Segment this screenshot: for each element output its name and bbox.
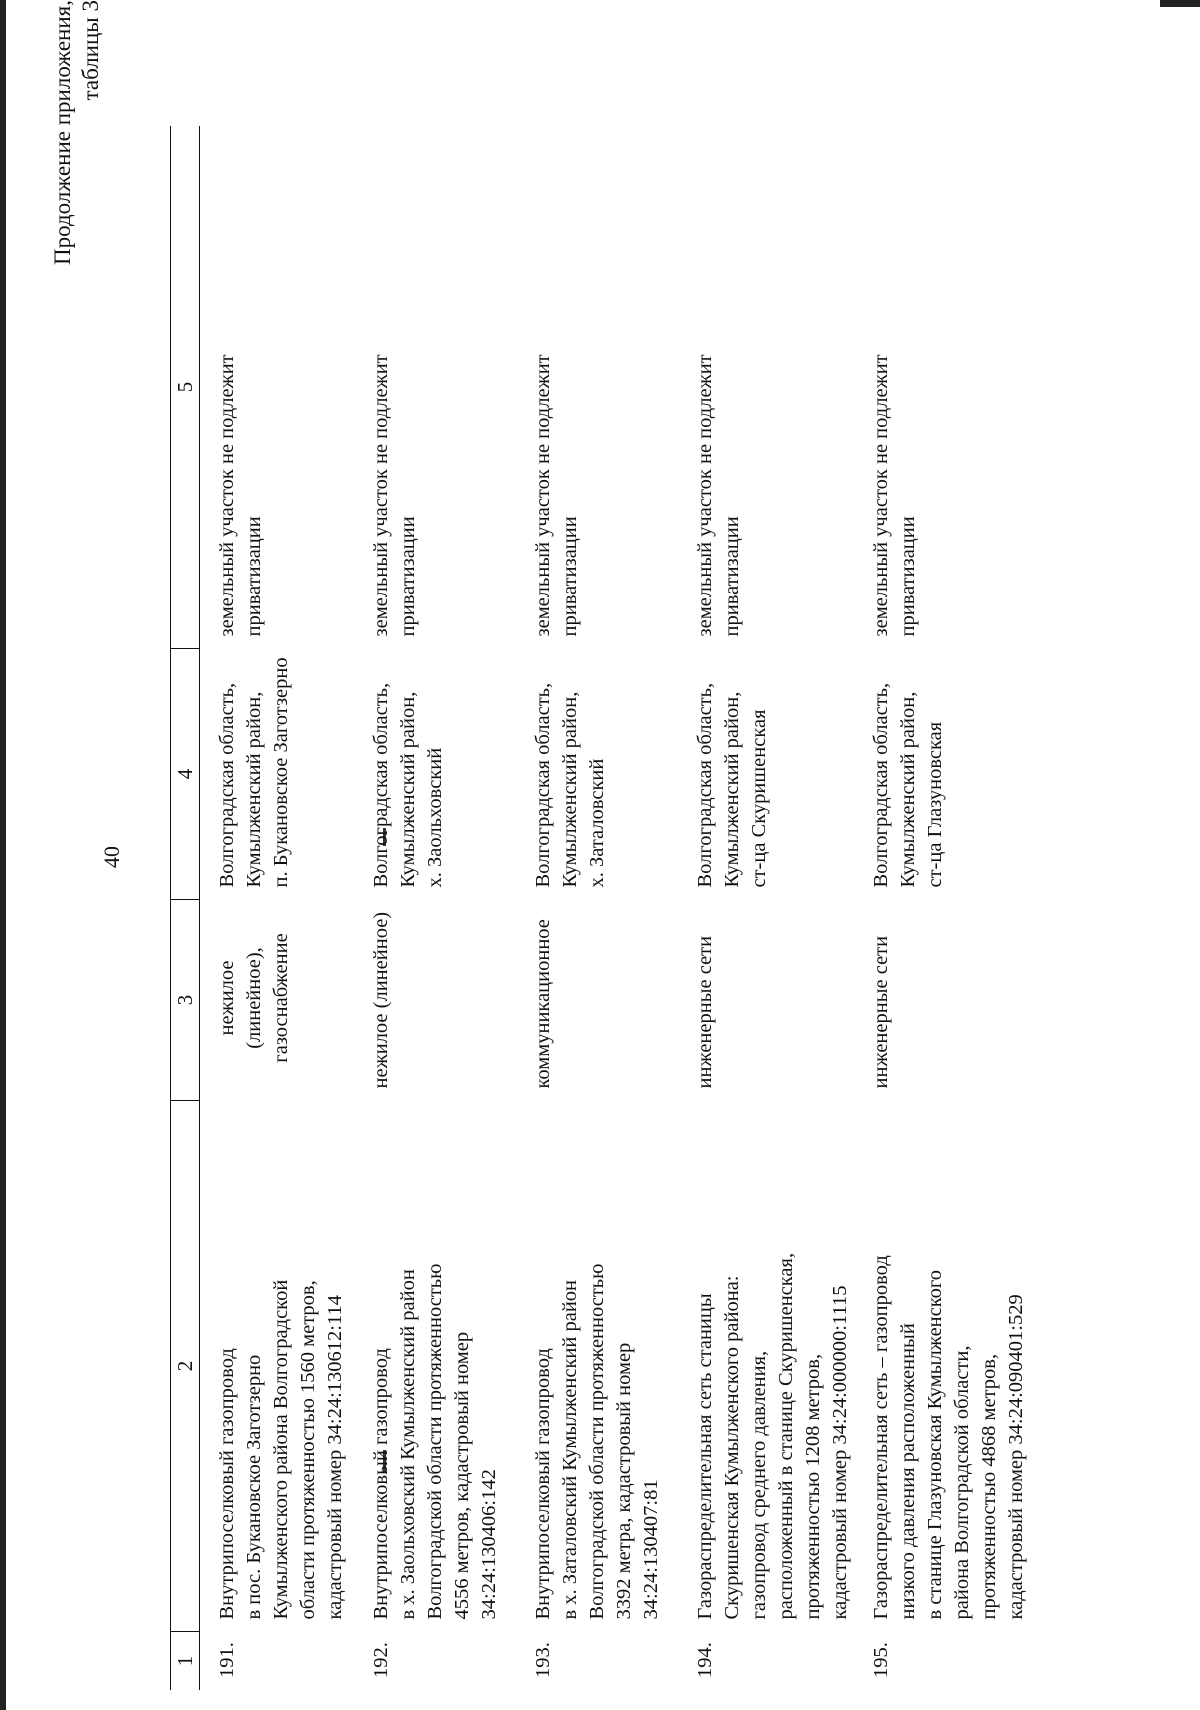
row-number-cell: 192.	[370, 1642, 392, 1678]
cell-line: приватизации	[897, 516, 919, 637]
column-header-5: 5	[171, 126, 200, 649]
cell-line: Кумылженский район,	[897, 691, 919, 888]
cell-line: коммуникационное	[532, 919, 554, 1089]
note-cell	[200, 126, 355, 649]
cell-line: Волгоградская область,	[694, 682, 716, 888]
note-cell	[678, 126, 854, 649]
cell-line: 34:24:130407:81	[640, 1479, 662, 1620]
cell-line: Волгоградская область,	[216, 682, 238, 888]
address-cell	[854, 649, 1030, 900]
table-row	[854, 126, 1030, 1690]
cell-line: области протяженностью 1560 метров,	[297, 1280, 319, 1620]
note-cell	[516, 126, 678, 649]
cell-line: приватизации	[397, 516, 419, 637]
cell-line: в пос. Букановское Заготзерно	[243, 1354, 265, 1620]
property-table	[170, 126, 1030, 1690]
cell-line: нежилое (линейное),	[216, 947, 265, 1049]
cell-line: расположенный в станице Скуришенская,	[775, 1252, 797, 1620]
cell-line: низкого давления расположенный	[897, 1323, 919, 1620]
cell-line: Газораспределительная сеть – газопровод	[870, 1255, 892, 1620]
rotated-page	[45, 0, 1155, 1700]
cell-line: земельный участок не подлежит	[532, 354, 554, 637]
cell-line: ст-ца Глазуновская	[924, 721, 946, 888]
continuation-note	[49, 0, 105, 330]
cell-line: земельный участок не подлежит	[870, 354, 892, 637]
cell-line: в х. Заталовский Кумылженский район	[559, 1279, 581, 1620]
cell-line: Внутрипоселковый газопровод	[216, 1348, 238, 1620]
cell-line: Кумылженский район,	[243, 691, 265, 888]
cell-line: протяженностью 4868 метров,	[978, 1353, 1000, 1620]
cell-line: в х. Заольховский Кумылженский район	[397, 1269, 419, 1620]
cell-line: Волгоградская область,	[370, 682, 392, 888]
scan-edge-mark	[1160, 0, 1200, 7]
cell-line: района Волгоградской области,	[951, 1345, 973, 1620]
note-cell	[354, 126, 516, 649]
row-number-cell: 193.	[532, 1642, 554, 1678]
cell-line: приватизации	[721, 516, 743, 637]
cell-line: Волгоградская область,	[870, 682, 892, 888]
table-row	[516, 126, 678, 1690]
cell-line: приватизации	[243, 516, 265, 637]
table-row	[354, 126, 516, 1690]
cell-line: нежилое (линейное)	[370, 911, 392, 1089]
cell-line: инженерные сети	[694, 935, 716, 1089]
object-name-cell	[354, 1101, 516, 1632]
row-number-cell: 195.	[870, 1642, 892, 1678]
cell-line: кадастровый номер 34:24:130612:114	[324, 1295, 346, 1620]
cell-line: Кумылженский район,	[559, 691, 581, 888]
address-cell	[200, 649, 355, 900]
cell-line: п. Букановское Заготзерно	[270, 657, 292, 888]
cell-line: земельный участок не подлежит	[216, 354, 238, 637]
address-cell	[678, 649, 854, 900]
cell-line: ст-ца Скуришенская	[748, 709, 770, 888]
object-type-cell	[516, 900, 678, 1101]
cell-line: земельный участок не подлежит	[370, 354, 392, 637]
column-header-3: 3	[171, 900, 200, 1101]
cell-line: газопровод среднего давления,	[748, 1350, 770, 1620]
address-cell	[354, 649, 516, 900]
cell-line: протяженностью 1208 метров,	[802, 1353, 824, 1620]
cell-line: Волгоградская область,	[532, 682, 554, 888]
cell-line: Кумылженского района Волгоградской	[270, 1279, 292, 1620]
cell-line: в станице Глазуновская Кумылженского	[924, 1269, 946, 1620]
object-type-cell	[678, 900, 854, 1101]
cell-line: инженерные сети	[870, 935, 892, 1089]
cell-line: Внутрипоселковый газопровод	[532, 1348, 554, 1620]
table-row	[200, 126, 355, 1690]
object-type-cell	[200, 900, 355, 1101]
cell-line: 3392 метра, кадастровый номер	[613, 1342, 635, 1620]
cell-line: земельный участок не подлежит	[694, 354, 716, 637]
row-number-cell: 194.	[694, 1642, 716, 1678]
continuation-line-1: Продолжение приложения,	[50, 0, 75, 265]
cell-line: приватизации	[559, 516, 581, 637]
cell-line: Кумылженский район,	[721, 691, 743, 888]
row-number-cell: 191.	[216, 1642, 238, 1678]
column-header-4: 4	[171, 649, 200, 900]
object-name-cell	[854, 1101, 1030, 1632]
cell-line: Скуришенская Кумылженского района:	[721, 1275, 743, 1620]
column-header-1: 1	[171, 1632, 200, 1691]
object-type-cell	[354, 900, 516, 1101]
scan-edge-left	[0, 0, 6, 1710]
cell-line: Волгоградской области протяженностью	[586, 1263, 608, 1620]
table-header-row	[171, 126, 200, 1690]
cell-line: Внутрипоселковый газопровод	[370, 1348, 392, 1620]
cell-line: Волгоградской области протяженностью	[424, 1263, 446, 1620]
object-name-cell	[678, 1101, 854, 1632]
column-header-2: 2	[171, 1101, 200, 1632]
page-number: 40	[99, 846, 124, 868]
cell-line: газоснабжение	[270, 933, 292, 1063]
cell-line: х. Заольховский	[424, 747, 446, 888]
cell-line: кадастровый номер 34:24:090401:529	[1005, 1294, 1027, 1620]
address-cell	[516, 649, 678, 900]
cell-line: 34:24:130406:142	[478, 1469, 500, 1620]
cell-line: кадастровый номер 34:24:000000:1115	[829, 1285, 851, 1620]
continuation-line-2: таблицы 3	[78, 0, 103, 101]
note-cell	[854, 126, 1030, 649]
cell-line: 4556 метров, кадастровый номер	[451, 1331, 473, 1620]
object-type-cell	[854, 900, 1030, 1101]
cell-line: Кумылженский район,	[397, 691, 419, 888]
table-row	[678, 126, 854, 1690]
cell-line: Газораспределительная сеть станицы	[694, 1293, 716, 1620]
object-name-cell	[200, 1101, 355, 1632]
cell-line: х. Заталовский	[586, 758, 608, 888]
object-name-cell	[516, 1101, 678, 1632]
